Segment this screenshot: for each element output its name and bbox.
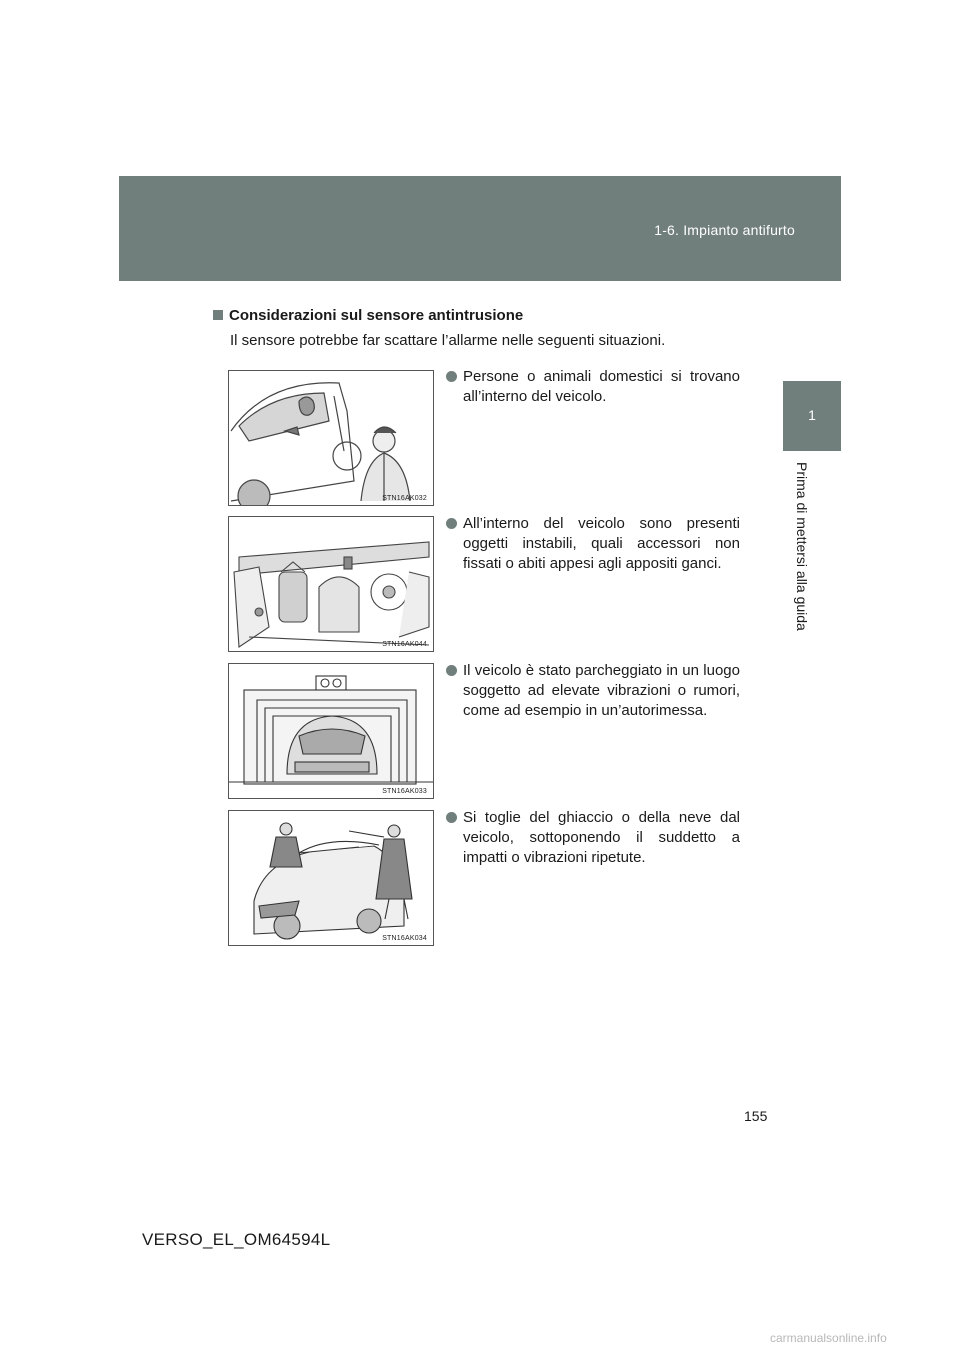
section-title-text: Considerazioni sul sensore antintrusione — [229, 307, 524, 324]
list-item — [446, 367, 740, 407]
bullet-icon — [446, 371, 457, 382]
car-interior-illustration — [229, 517, 434, 652]
document-code: VERSO_EL_OM64594L — [142, 1230, 331, 1249]
list-item-text: Si toglie del ghiaccio o della neve dal veicolo, sottoponendo il suddetto a impatti o vibrazioni ripetute. — [463, 809, 740, 866]
figure-removing-snow — [228, 810, 434, 946]
chapter-tab — [783, 381, 841, 451]
bullet-icon — [446, 812, 457, 823]
bullet-icon — [446, 518, 457, 529]
header-band — [119, 176, 841, 281]
chapter-label: Prima di mettersi alla guida — [794, 462, 810, 631]
section-intro: Il sensore potrebbe far scattare l’allarme nelle seguenti situazioni. — [230, 332, 666, 349]
figure-code: STN16AK033 — [382, 788, 427, 795]
list-item-text: All’interno del veicolo sono presenti oggetti instabili, quali accessori non fissati o abiti appesi agli appositi ganci. — [463, 515, 740, 572]
figure-code: STN16AK034 — [382, 935, 427, 942]
square-marker-icon — [213, 310, 223, 320]
list-item — [446, 514, 740, 574]
car-in-garage-illustration — [229, 664, 434, 799]
list-item-text: Persone o animali domestici si trovano all’interno del veicolo. — [463, 368, 740, 405]
header-section-title: 1-6. Impianto antifurto — [654, 222, 795, 238]
list-item — [446, 661, 740, 721]
figure-car-interior — [228, 516, 434, 652]
pet-in-car-illustration — [229, 371, 434, 506]
chapter-number: 1 — [808, 407, 816, 423]
removing-snow-illustration — [229, 811, 434, 946]
bullet-icon — [446, 665, 457, 676]
figure-code: STN16AK032 — [382, 495, 427, 502]
section-heading — [213, 307, 523, 324]
list-item — [446, 808, 740, 868]
watermark: carmanualsonline.info — [770, 1331, 887, 1345]
page-number: 155 — [744, 1108, 768, 1124]
figure-code: STN16AK044 — [382, 641, 427, 648]
figure-car-in-garage — [228, 663, 434, 799]
figure-pet-in-car — [228, 370, 434, 506]
list-item-text: Il veicolo è stato parcheggiato in un luogo soggetto ad elevate vibrazioni o rumori, come ad esempio in un’autorimessa. — [463, 662, 740, 719]
